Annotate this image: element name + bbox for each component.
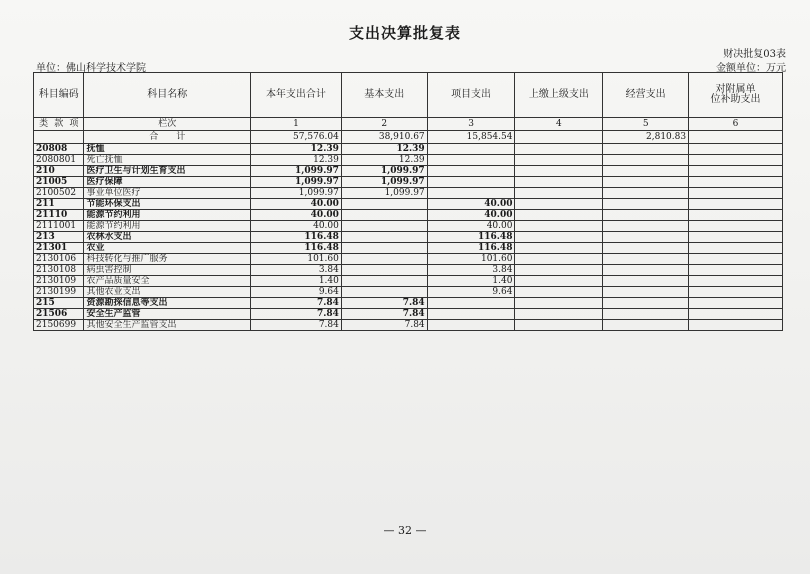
- row-name: 事业单位医疗: [84, 188, 251, 199]
- class-label: 类: [39, 119, 49, 129]
- class-section-item-cell: [34, 118, 84, 131]
- col-code-header: 科目编码: [34, 73, 84, 118]
- row-subsidy: [689, 177, 783, 188]
- table-row: [34, 254, 783, 265]
- row-basic: [341, 221, 427, 232]
- table-row: [34, 188, 783, 199]
- table-row: [34, 298, 783, 309]
- row-project: 101.60: [427, 254, 515, 265]
- row-project: 116.48: [427, 232, 515, 243]
- row-superior: [515, 298, 603, 309]
- row-project: 1.40: [427, 276, 515, 287]
- totals-subsidy: [689, 131, 783, 144]
- row-total: 12.39: [251, 155, 342, 166]
- row-name: 医疗保障: [84, 177, 251, 188]
- row-subsidy: [689, 276, 783, 287]
- row-total: 1,099.97: [251, 188, 342, 199]
- row-superior: [515, 210, 603, 221]
- row-business: [603, 177, 689, 188]
- table-row: [34, 320, 783, 331]
- table-row: [34, 232, 783, 243]
- row-name: 能源节约利用: [84, 221, 251, 232]
- row-subsidy: [689, 243, 783, 254]
- col-index-3: 3: [427, 118, 515, 131]
- section-label: 款: [54, 119, 64, 129]
- row-code: 21110: [34, 210, 84, 221]
- row-superior: [515, 287, 603, 298]
- row-basic: 7.84: [341, 320, 427, 331]
- row-total: 116.48: [251, 243, 342, 254]
- row-label-cell: 栏次: [84, 118, 251, 131]
- row-code: 21005: [34, 177, 84, 188]
- row-project: [427, 188, 515, 199]
- col-subsidy-header: [689, 73, 783, 118]
- table-row: [34, 287, 783, 298]
- row-subsidy: [689, 265, 783, 276]
- row-project: 40.00: [427, 221, 515, 232]
- totals-total: 57,576.04: [251, 131, 342, 144]
- row-name: 其他安全生产监管支出: [84, 320, 251, 331]
- row-name: 节能环保支出: [84, 199, 251, 210]
- row-business: [603, 210, 689, 221]
- row-business: [603, 188, 689, 199]
- row-total: 12.39: [251, 144, 342, 155]
- row-project: [427, 298, 515, 309]
- col-index-2: 2: [341, 118, 427, 131]
- row-project: [427, 309, 515, 320]
- row-business: [603, 243, 689, 254]
- row-name: 农业: [84, 243, 251, 254]
- totals-row: [34, 131, 783, 144]
- row-code: 210: [34, 166, 84, 177]
- index-row: [34, 118, 783, 131]
- row-basic: [341, 210, 427, 221]
- table-row: [34, 309, 783, 320]
- table-row: [34, 265, 783, 276]
- totals-code-cell: [34, 131, 84, 144]
- page-number: — 32 —: [383, 524, 427, 537]
- table-row: [34, 144, 783, 155]
- row-total: 7.84: [251, 309, 342, 320]
- row-project: 40.00: [427, 199, 515, 210]
- col-name-header: 科目名称: [84, 73, 251, 118]
- row-subsidy: [689, 254, 783, 265]
- row-total: 40.00: [251, 221, 342, 232]
- row-basic: [341, 265, 427, 276]
- row-project: [427, 155, 515, 166]
- row-project: 3.84: [427, 265, 515, 276]
- row-name: 病虫害控制: [84, 265, 251, 276]
- row-code: 2100502: [34, 188, 84, 199]
- row-name: 农林水支出: [84, 232, 251, 243]
- row-basic: [341, 199, 427, 210]
- totals-basic: 38,910.67: [341, 131, 427, 144]
- row-business: [603, 254, 689, 265]
- row-name: 科技转化与推广服务: [84, 254, 251, 265]
- row-subsidy: [689, 155, 783, 166]
- table-row: [34, 199, 783, 210]
- row-subsidy: [689, 298, 783, 309]
- row-business: [603, 199, 689, 210]
- table-row: [34, 221, 783, 232]
- totals-superior: [515, 131, 603, 144]
- unit-label: 单位：佛山科学技术学院: [36, 63, 146, 74]
- row-basic: 12.39: [341, 144, 427, 155]
- table-row: [34, 177, 783, 188]
- row-name: 能源节约利用: [84, 210, 251, 221]
- totals-label: 合 计: [84, 131, 251, 144]
- row-business: [603, 287, 689, 298]
- row-business: [603, 155, 689, 166]
- row-basic: [341, 287, 427, 298]
- row-total: 7.84: [251, 298, 342, 309]
- row-basic: [341, 254, 427, 265]
- row-total: 9.64: [251, 287, 342, 298]
- row-total: 1,099.97: [251, 177, 342, 188]
- table-row: [34, 243, 783, 254]
- row-name: 农产品质量安全: [84, 276, 251, 287]
- col-index-1: 1: [251, 118, 342, 131]
- row-project: [427, 177, 515, 188]
- table-row: [34, 155, 783, 166]
- row-code: 215: [34, 298, 84, 309]
- col-subsidy-header-line1: 对附属单: [715, 84, 756, 95]
- row-project: 116.48: [427, 243, 515, 254]
- row-basic: [341, 232, 427, 243]
- row-superior: [515, 265, 603, 276]
- row-name: 资源勘探信息等支出: [84, 298, 251, 309]
- row-superior: [515, 155, 603, 166]
- col-superior-header: 上缴上级支出: [515, 73, 603, 118]
- row-total: 7.84: [251, 320, 342, 331]
- row-superior: [515, 177, 603, 188]
- row-subsidy: [689, 232, 783, 243]
- row-name: 医疗卫生与计划生育支出: [84, 166, 251, 177]
- row-superior: [515, 276, 603, 287]
- row-superior: [515, 188, 603, 199]
- row-business: [603, 221, 689, 232]
- row-code: 211: [34, 199, 84, 210]
- row-subsidy: [689, 210, 783, 221]
- row-subsidy: [689, 221, 783, 232]
- row-code: 2130106: [34, 254, 84, 265]
- table-row: [34, 210, 783, 221]
- table-row: [34, 166, 783, 177]
- row-subsidy: [689, 188, 783, 199]
- row-code: 2111001: [34, 221, 84, 232]
- row-business: [603, 232, 689, 243]
- row-business: [603, 166, 689, 177]
- row-subsidy: [689, 287, 783, 298]
- row-total: 1,099.97: [251, 166, 342, 177]
- row-superior: [515, 199, 603, 210]
- row-name: 安全生产监管: [84, 309, 251, 320]
- item-label: 项: [69, 119, 79, 129]
- col-basic-header: 基本支出: [341, 73, 427, 118]
- row-total: 3.84: [251, 265, 342, 276]
- row-superior: [515, 320, 603, 331]
- row-superior: [515, 144, 603, 155]
- col-business-header: 经营支出: [603, 73, 689, 118]
- totals-business: 2,810.83: [603, 131, 689, 144]
- row-business: [603, 144, 689, 155]
- row-subsidy: [689, 320, 783, 331]
- row-project: [427, 320, 515, 331]
- row-name: 死亡抚恤: [84, 155, 251, 166]
- row-code: 20808: [34, 144, 84, 155]
- row-basic: 1,099.97: [341, 188, 427, 199]
- row-business: [603, 320, 689, 331]
- row-total: 1.40: [251, 276, 342, 287]
- row-subsidy: [689, 144, 783, 155]
- row-name: 抚恤: [84, 144, 251, 155]
- row-basic: 1,099.97: [341, 166, 427, 177]
- row-superior: [515, 166, 603, 177]
- row-code: 2130199: [34, 287, 84, 298]
- row-superior: [515, 221, 603, 232]
- expenditure-table: [33, 72, 783, 331]
- row-basic: [341, 276, 427, 287]
- row-code: 2150699: [34, 320, 84, 331]
- money-unit-label: 金额单位：万元: [716, 63, 786, 74]
- row-project: [427, 166, 515, 177]
- row-total: 101.60: [251, 254, 342, 265]
- row-subsidy: [689, 199, 783, 210]
- row-project: [427, 144, 515, 155]
- row-code: 2130109: [34, 276, 84, 287]
- row-basic: 7.84: [341, 298, 427, 309]
- row-code: 21506: [34, 309, 84, 320]
- row-project: 9.64: [427, 287, 515, 298]
- col-index-6: 6: [689, 118, 783, 131]
- row-basic: 1,099.97: [341, 177, 427, 188]
- col-index-5: 5: [603, 118, 689, 131]
- row-total: 40.00: [251, 210, 342, 221]
- row-total: 116.48: [251, 232, 342, 243]
- row-subsidy: [689, 309, 783, 320]
- row-superior: [515, 254, 603, 265]
- row-basic: 12.39: [341, 155, 427, 166]
- row-superior: [515, 232, 603, 243]
- col-subsidy-header-line2: 位补助支出: [710, 94, 761, 105]
- row-superior: [515, 243, 603, 254]
- row-code: 21301: [34, 243, 84, 254]
- row-project: 40.00: [427, 210, 515, 221]
- page-title: 支出决算批复表: [348, 24, 461, 42]
- col-index-4: 4: [515, 118, 603, 131]
- col-total-header: 本年支出合计: [251, 73, 342, 118]
- form-number: 财决批复03表: [723, 49, 786, 60]
- row-code: 2130108: [34, 265, 84, 276]
- row-basic: [341, 243, 427, 254]
- table-row: [34, 276, 783, 287]
- totals-project: 15,854.54: [427, 131, 515, 144]
- row-code: 2080801: [34, 155, 84, 166]
- row-name: 其他农业支出: [84, 287, 251, 298]
- row-business: [603, 298, 689, 309]
- row-business: [603, 276, 689, 287]
- row-code: 213: [34, 232, 84, 243]
- row-basic: 7.84: [341, 309, 427, 320]
- row-total: 40.00: [251, 199, 342, 210]
- row-superior: [515, 309, 603, 320]
- row-business: [603, 265, 689, 276]
- row-business: [603, 309, 689, 320]
- row-subsidy: [689, 166, 783, 177]
- col-project-header: 项目支出: [427, 73, 515, 118]
- header-row: [34, 73, 783, 118]
